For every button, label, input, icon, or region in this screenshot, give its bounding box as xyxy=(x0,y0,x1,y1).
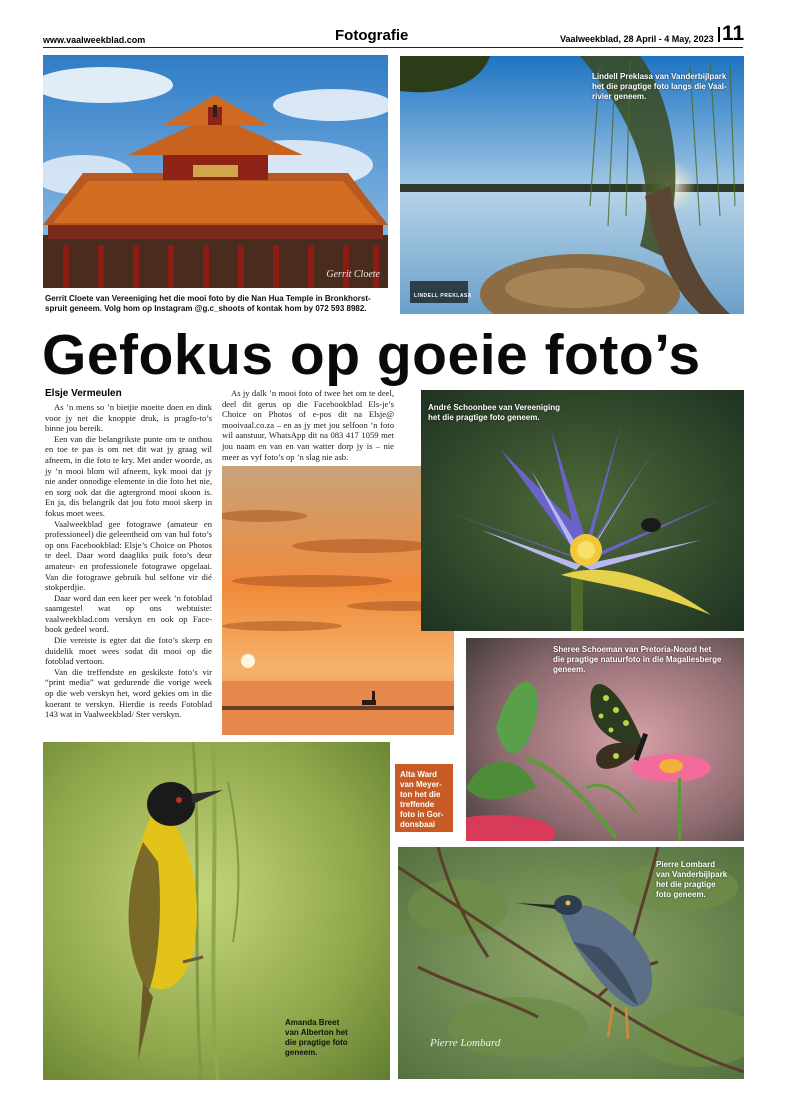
article-column-2 xyxy=(222,388,394,462)
issue-date: Vaalweekblad, 28 April - 4 May, 2023 xyxy=(560,34,714,44)
bird-caption: Amanda Breet van Alberton het die pragtige foto geneem. xyxy=(285,1018,348,1057)
paragraph: As ’n mens so ’n bietjie moeite doen en dink voor jy net die knoppie druk, is pragfo-to’s binne jou bereik. xyxy=(45,402,212,434)
heron-caption: Pierre Lombard van Vanderbijlpark het die pragtige foto geneem. xyxy=(656,860,728,899)
paragraph: Een van die belangrikste punte om te onthou en toe te pas is om net dit wat jy graag wil afneem, in die foto te kry. Met ander woorde, as jy ’n mooi blom wil afneem, kyk mooi dat jy nie ander onnodige elemente in die foto het nie, en sorg ook dat die agtergrond mooi skoon is. En ja, dis belangrik dat jou foto mooi skerp in fokus moet wees. xyxy=(45,433,212,518)
paragraph: Daar word dan een keer per week ’n fotoblad saamgestel wat op ons webtuiste: vaalweekblad.com verskyn en ook op Face-book gedeel word. xyxy=(45,592,212,635)
article-column-1 xyxy=(45,402,212,720)
headline: Gefokus op goeie foto’s xyxy=(42,323,701,387)
river-caption: Lindell Preklasa van Vanderbijlpark het die pragtige foto langs die Vaal- rivier geneem. xyxy=(592,72,727,101)
page-number-divider xyxy=(718,27,720,42)
temple-caption: Gerrit Cloete van Vereeniging het die mooi foto by die Nan Hua Temple in Bronkhorst-spruit geneem. Volg hom op Instagram @g.c_shoots of kontak hom by 072 593 8982. xyxy=(45,294,371,313)
temple-watermark: Gerrit Cloete xyxy=(326,269,380,280)
byline: Elsje Vermeulen xyxy=(45,388,122,399)
sunset-photo xyxy=(222,466,454,735)
paragraph: Van die treffendste en geskikste foto’s vir “print media” wat gedurende die vorige week op die web verskyn het, word gekies om in die koerant te verskyn. Hierdie is reeds Fotoblad 143 wat in Vaalweekblad/ Ster verskyn. xyxy=(45,666,212,720)
paragraph: Vaalweekblad gee fotograwe (amateur en professioneel) die geleentheid om van hul foto’s op ons Facebookblad: Elsje’s Choice on Photos te deel. Daar word daagliks puik foto’s deur amateur- en professionele fotograwe opgelaai. Van die fotograwe gebruik hul selfone vir dié stokperdjie. xyxy=(45,518,212,593)
page-number: 11 xyxy=(722,22,745,45)
butterfly-caption: Sheree Schoeman van Pretoria-Noord het die pragtige natuurfoto in die Magaliesberge geneem. xyxy=(553,645,722,674)
header-rule xyxy=(43,47,743,48)
paragraph: As jy dalk ’n mooi foto of twee het om te deel, deel dit gerus op die Facebookblad Els-je’s Choice on Photos of e-pos dit na Elsje@ mooivaal.co.za – en as jy met jou selfoon ’n foto wil aanstuur, WhatsApp dit na 083 417 1059 met jou naam en van en van watter dorp jy is – nie meer as vyf foto’s op ’n slag nie asb. xyxy=(222,388,394,462)
paragraph: Die vereiste is egter dat die foto’s skerp en duidelik moet wees sodat dit mooi op die fotoblad vertoon. xyxy=(45,635,212,667)
heron-watermark: Pierre Lombard xyxy=(430,1037,501,1049)
temple-photo xyxy=(43,55,388,288)
website-url: www.vaalweekblad.com xyxy=(43,35,146,45)
section-title: Fotografie xyxy=(335,27,409,44)
water-lily-caption: André Schoonbee van Vereeniging het die pragtige foto geneem. xyxy=(428,403,561,422)
water-lily-photo xyxy=(421,390,744,631)
sunset-caption-box: Alta Ward van Meyer- ton het die treffende foto in Gor- donsbaai geneem. xyxy=(395,764,453,832)
river-watermark: LINDELL PREKLASA xyxy=(414,293,472,299)
